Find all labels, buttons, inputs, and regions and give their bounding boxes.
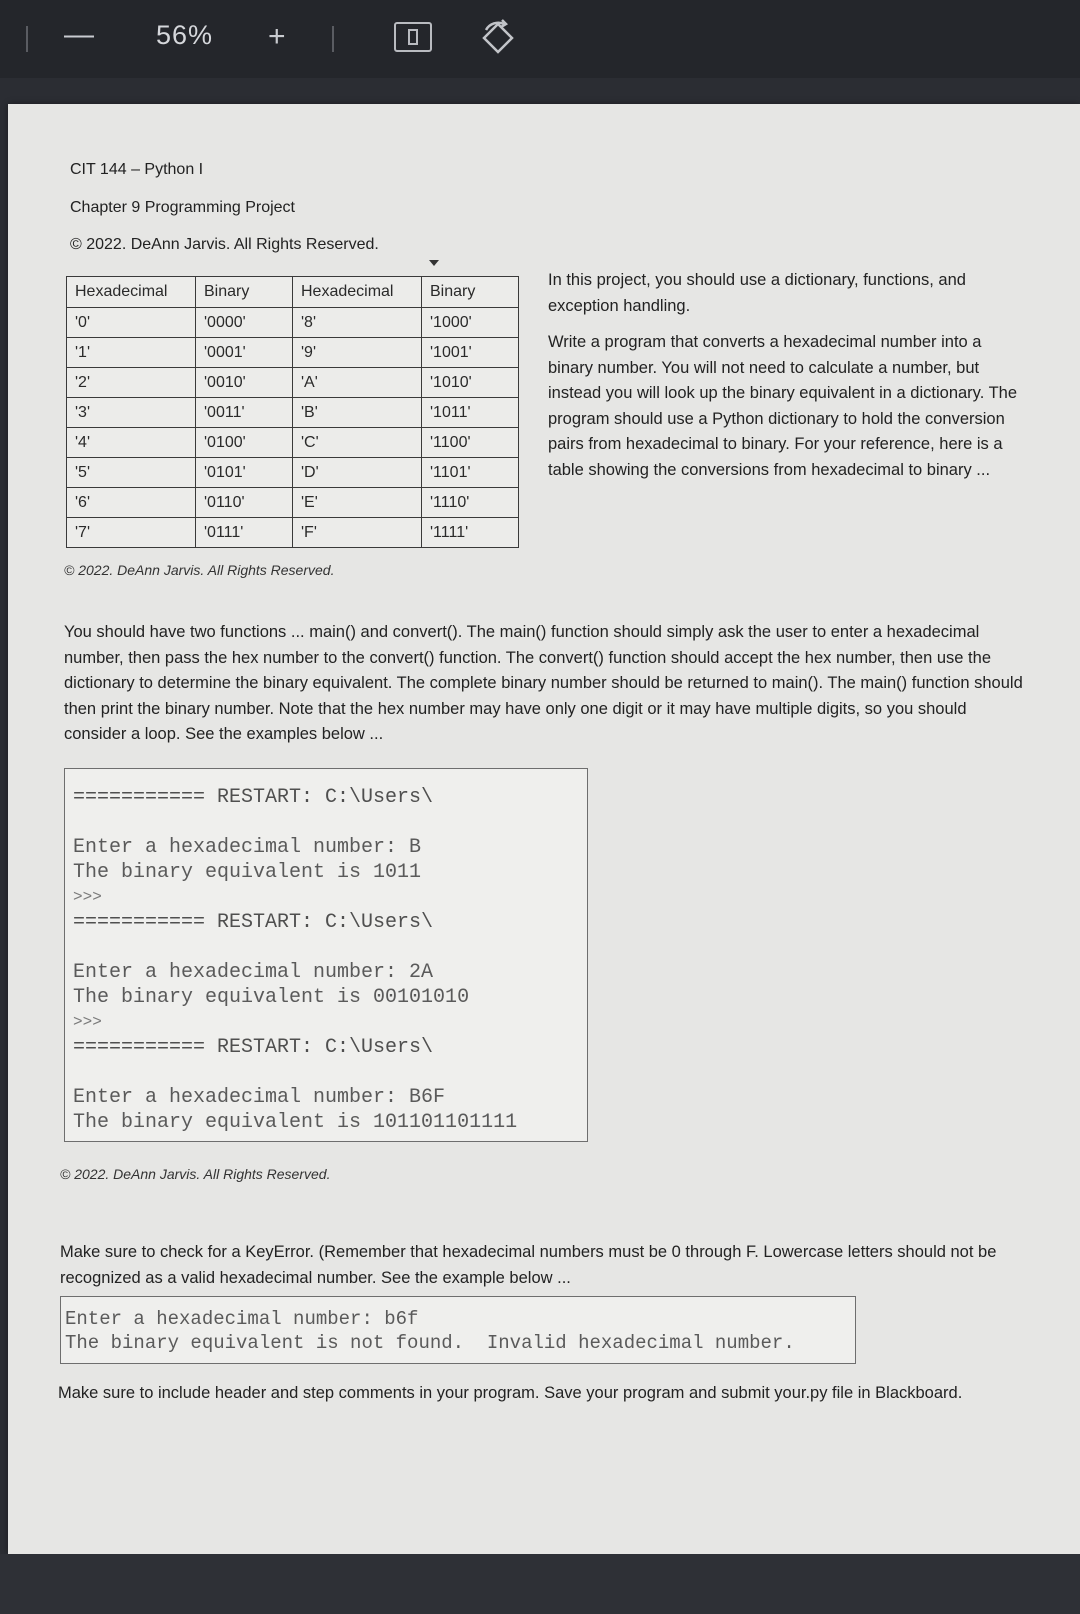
description-paragraph: Write a program that converts a hexadecimal number into a binary number. You will not need to calculate a number, but instead you will look up the binary equivalent in a dictionary. The program should use a Python dictionary to hold the conversion pairs from hexadecimal to binary. For your reference, here is a table showing the conversions from hexadecimal to binary ...	[548, 333, 1018, 479]
table-cell: 'D'	[293, 458, 422, 488]
table-cell: '6'	[67, 488, 196, 518]
zoom-level: 56%	[156, 20, 214, 50]
table-cell: '0000'	[196, 308, 293, 338]
intro-paragraph: In this project, you should use a dictionary, functions, and exception handling.	[548, 271, 966, 315]
restart-line: =========== RESTART: C:\Users\	[73, 1036, 434, 1059]
table-header: Binary	[196, 277, 293, 308]
document-page	[8, 104, 1080, 1554]
table-cell: '7'	[67, 518, 196, 548]
table-cell: 'F'	[293, 518, 422, 548]
input-prompt-line: Enter a hexadecimal number: B6F	[73, 1086, 446, 1109]
table-header: Binary	[422, 277, 519, 308]
functions-paragraph: You should have two functions ... main() and convert(). The main() function should simply ask the user to enter a hexadecimal number, then pass the hex number to the convert() function. The convert() function should accept the hex number, then use the dictionary to determine the binary equivalent. The complete binary number should be returned to main(). The main() function should then print the binary number. Note that the hex number may have only one digit or it may have multiple digits, so you should consider a loop. See the examples below ...	[64, 623, 1023, 743]
final-instructions-paragraph: Make sure to include header and step comments in your program. Save your program and submit your.py file in Blackboard.	[58, 1384, 963, 1402]
table-cell: '5'	[67, 458, 196, 488]
table-cell: 'A'	[293, 368, 422, 398]
table-cell: '0111'	[196, 518, 293, 548]
table-cell: '0100'	[196, 428, 293, 458]
fit-page-icon[interactable]	[394, 22, 432, 52]
table-row	[67, 428, 519, 458]
blank-line	[73, 810, 587, 835]
table-cell: '4'	[67, 428, 196, 458]
input-prompt-line: Enter a hexadecimal number: 2A	[73, 961, 434, 984]
table-cell: '0110'	[196, 488, 293, 518]
toolbar-divider	[332, 26, 334, 52]
table-row	[67, 308, 519, 338]
table-cell: 'B'	[293, 398, 422, 428]
table-cell: '8'	[293, 308, 422, 338]
zoom-in-button[interactable]: +	[268, 20, 286, 53]
zoom-out-button[interactable]: —	[64, 18, 94, 51]
table-header: Hexadecimal	[67, 277, 196, 308]
table-cell: '1010'	[422, 368, 519, 398]
chapter-title: Chapter 9 Programming Project	[70, 199, 295, 216]
blank-line	[73, 935, 587, 960]
table-header-row	[67, 277, 519, 308]
table-cell: '0011'	[196, 398, 293, 428]
table-row	[67, 398, 519, 428]
viewer-toolbar	[0, 0, 1080, 78]
table-cell: '0101'	[196, 458, 293, 488]
conversion-table	[66, 276, 519, 548]
table-cell: '1000'	[422, 308, 519, 338]
table-cell: 'E'	[293, 488, 422, 518]
error-example-box	[60, 1296, 856, 1364]
table-cell: '0'	[67, 308, 196, 338]
table-cell: '3'	[67, 398, 196, 428]
table-cell: '1101'	[422, 458, 519, 488]
keyerror-paragraph: Make sure to check for a KeyError. (Remember that hexadecimal numbers must be 0 through F. Lowercase letters should not be recognized as a valid hexadecimal number. See the example below ...	[60, 1243, 997, 1287]
toolbar-divider	[26, 26, 28, 52]
table-cell: '1111'	[422, 518, 519, 548]
table-cell: '1'	[67, 338, 196, 368]
input-prompt-line: Enter a hexadecimal number: B	[73, 836, 422, 859]
table-row	[67, 518, 519, 548]
table-cell: '0001'	[196, 338, 293, 368]
table-row	[67, 488, 519, 518]
table-cell: '1011'	[422, 398, 519, 428]
table-cell: '2'	[67, 368, 196, 398]
examples-copyright: © 2022. DeAnn Jarvis. All Rights Reserved.	[60, 1166, 331, 1182]
table-cell: '9'	[293, 338, 422, 368]
result-line: The binary equivalent is 1011	[73, 861, 422, 884]
error-result-line: The binary equivalent is not found. Invalid hexadecimal number.	[65, 1332, 795, 1354]
table-row	[67, 458, 519, 488]
table-cell: '1100'	[422, 428, 519, 458]
rotate-icon[interactable]	[478, 18, 518, 58]
table-cell: 'C'	[293, 428, 422, 458]
viewer-bottom-bar	[0, 1554, 1080, 1614]
table-row	[67, 368, 519, 398]
shell-prompt: >>>	[73, 888, 102, 906]
table-cell: '0010'	[196, 368, 293, 398]
table-cell: '1001'	[422, 338, 519, 368]
table-header: Hexadecimal	[293, 277, 422, 308]
copyright-line: © 2022. DeAnn Jarvis. All Rights Reserved.	[70, 236, 379, 253]
restart-line: =========== RESTART: C:\Users\	[73, 911, 434, 934]
result-line: The binary equivalent is 00101010	[73, 986, 470, 1009]
cursor-marker	[429, 260, 439, 266]
course-title: CIT 144 – Python I	[70, 161, 204, 178]
table-cell: '1110'	[422, 488, 519, 518]
result-line: The binary equivalent is 101101101111	[73, 1111, 518, 1134]
shell-prompt: >>>	[73, 1013, 102, 1031]
restart-line: =========== RESTART: C:\Users\	[73, 786, 434, 809]
input-prompt-line: Enter a hexadecimal number: b6f	[65, 1308, 419, 1330]
table-row	[67, 338, 519, 368]
table-copyright: © 2022. DeAnn Jarvis. All Rights Reserved.	[64, 562, 335, 578]
blank-line	[73, 1060, 587, 1085]
example-output-box	[64, 768, 588, 1142]
